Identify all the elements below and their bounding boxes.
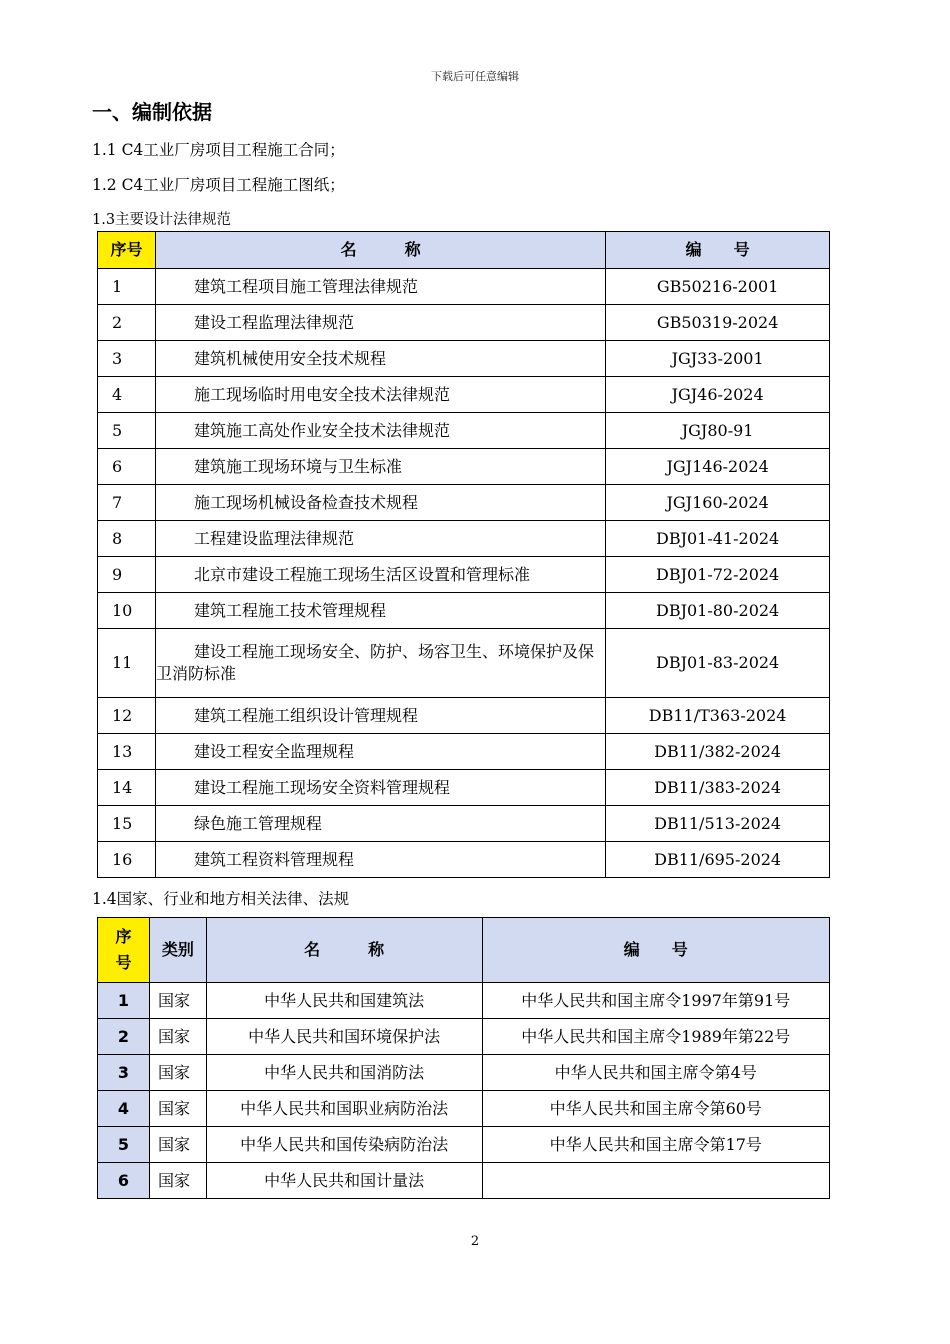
row-index: 9 xyxy=(98,557,156,593)
row-code: DB11/513-2024 xyxy=(606,806,830,842)
table-header-row xyxy=(98,918,830,983)
laws-regulations-table xyxy=(97,917,830,1199)
row-category: 国家 xyxy=(149,983,206,1019)
row-code: JGJ80-91 xyxy=(606,413,830,449)
row-name: 建筑工程项目施工管理法律规范 xyxy=(155,269,605,305)
row-index: 12 xyxy=(98,698,156,734)
row-index: 6 xyxy=(98,449,156,485)
header-note: 下载后可任意编辑 xyxy=(431,70,519,83)
table-body xyxy=(98,983,830,1199)
row-name: 建筑施工高处作业安全技术法律规范 xyxy=(155,413,605,449)
row-index: 5 xyxy=(98,1127,150,1163)
row-index: 11 xyxy=(98,629,156,698)
row-index: 16 xyxy=(98,842,156,878)
row-code: DB11/383-2024 xyxy=(606,770,830,806)
row-index: 3 xyxy=(98,1055,150,1091)
row-name: 中华人民共和国环境保护法 xyxy=(206,1019,482,1055)
table-row xyxy=(98,734,830,770)
row-name: 建筑工程施工组织设计管理规程 xyxy=(155,698,605,734)
table-row xyxy=(98,341,830,377)
table-row xyxy=(98,1055,830,1091)
row-code: GB50319-2024 xyxy=(606,305,830,341)
row-index: 15 xyxy=(98,806,156,842)
design-standards-table xyxy=(97,231,830,878)
row-code: DB11/T363-2024 xyxy=(606,698,830,734)
row-name: 建设工程监理法律规范 xyxy=(155,305,605,341)
row-index: 3 xyxy=(98,341,156,377)
row-code: 中华人民共和国主席令第17号 xyxy=(482,1127,830,1163)
table-header-row xyxy=(98,232,830,269)
table-row xyxy=(98,305,830,341)
table-row xyxy=(98,557,830,593)
row-code: 中华人民共和国主席令1997年第91号 xyxy=(482,983,830,1019)
table-row xyxy=(98,983,830,1019)
table-row xyxy=(98,806,830,842)
row-index: 4 xyxy=(98,1091,150,1127)
row-name: 中华人民共和国消防法 xyxy=(206,1055,482,1091)
table-row xyxy=(98,1163,830,1199)
row-name: 中华人民共和国职业病防治法 xyxy=(206,1091,482,1127)
row-category: 国家 xyxy=(149,1019,206,1055)
row-code: 中华人民共和国主席令第60号 xyxy=(482,1091,830,1127)
table-row xyxy=(98,593,830,629)
row-name: 中华人民共和国建筑法 xyxy=(206,983,482,1019)
line-1-4: 1.4国家、行业和地方相关法律、法规 xyxy=(92,890,350,908)
row-name: 中华人民共和国传染病防治法 xyxy=(206,1127,482,1163)
row-name: 建筑工程施工技术管理规程 xyxy=(155,593,605,629)
table-row xyxy=(98,413,830,449)
row-name: 中华人民共和国计量法 xyxy=(206,1163,482,1199)
row-index: 10 xyxy=(98,593,156,629)
row-index: 8 xyxy=(98,521,156,557)
table-row xyxy=(98,629,830,698)
row-code: DB11/695-2024 xyxy=(606,842,830,878)
row-code: GB50216-2001 xyxy=(606,269,830,305)
section-title: 一、编制依据 xyxy=(92,100,212,124)
table-row xyxy=(98,449,830,485)
line-1-3: 1.3主要设计法律规范 xyxy=(92,212,232,228)
page-number: 2 xyxy=(470,1234,480,1249)
row-index: 13 xyxy=(98,734,156,770)
line-1-2: 1.2 C4工业厂房项目工程施工图纸； xyxy=(92,176,345,194)
row-code xyxy=(482,1163,830,1199)
row-name: 建设工程施工现场安全、防护、场容卫生、环境保护及保卫消防标准 xyxy=(155,629,605,698)
table-body xyxy=(98,269,830,878)
table-row xyxy=(98,269,830,305)
row-index: 2 xyxy=(98,1019,150,1055)
table-row xyxy=(98,842,830,878)
row-index: 7 xyxy=(98,485,156,521)
row-name: 工程建设监理法律规范 xyxy=(155,521,605,557)
row-code: 中华人民共和国主席令第4号 xyxy=(482,1055,830,1091)
header-category: 类别 xyxy=(149,918,206,983)
row-name: 北京市建设工程施工现场生活区设置和管理标准 xyxy=(155,557,605,593)
table-row xyxy=(98,377,830,413)
table-row xyxy=(98,698,830,734)
header-index-text: 序号 xyxy=(115,927,132,972)
row-category: 国家 xyxy=(149,1055,206,1091)
row-code: DB11/382-2024 xyxy=(606,734,830,770)
row-name: 建设工程安全监理规程 xyxy=(155,734,605,770)
row-code: 中华人民共和国主席令1989年第22号 xyxy=(482,1019,830,1055)
row-code: JGJ146-2024 xyxy=(606,449,830,485)
row-index: 1 xyxy=(98,269,156,305)
row-name: 建设工程施工现场安全资料管理规程 xyxy=(155,770,605,806)
header-code: 编 号 xyxy=(482,918,830,983)
row-category: 国家 xyxy=(149,1127,206,1163)
table-row xyxy=(98,1091,830,1127)
row-code: JGJ160-2024 xyxy=(606,485,830,521)
header-index: 序号 xyxy=(98,232,156,269)
row-category: 国家 xyxy=(149,1091,206,1127)
row-code: DBJ01-72-2024 xyxy=(606,557,830,593)
row-name: 建筑工程资料管理规程 xyxy=(155,842,605,878)
header-index xyxy=(98,918,150,983)
header-name: 名 称 xyxy=(155,232,605,269)
row-name: 绿色施工管理规程 xyxy=(155,806,605,842)
row-name: 施工现场临时用电安全技术法律规范 xyxy=(155,377,605,413)
row-code: JGJ46-2024 xyxy=(606,377,830,413)
row-index: 14 xyxy=(98,770,156,806)
row-index: 5 xyxy=(98,413,156,449)
table-row xyxy=(98,521,830,557)
line-1-1: 1.1 C4工业厂房项目工程施工合同； xyxy=(92,141,345,159)
row-index: 4 xyxy=(98,377,156,413)
header-code: 编 号 xyxy=(606,232,830,269)
table-row xyxy=(98,770,830,806)
row-index: 2 xyxy=(98,305,156,341)
row-name: 建筑施工现场环境与卫生标准 xyxy=(155,449,605,485)
table-row xyxy=(98,1019,830,1055)
row-code: DBJ01-41-2024 xyxy=(606,521,830,557)
row-code: DBJ01-83-2024 xyxy=(606,629,830,698)
row-category: 国家 xyxy=(149,1163,206,1199)
row-name: 施工现场机械设备检查技术规程 xyxy=(155,485,605,521)
row-index: 1 xyxy=(98,983,150,1019)
row-code: DBJ01-80-2024 xyxy=(606,593,830,629)
row-name: 建筑机械使用安全技术规程 xyxy=(155,341,605,377)
table-row xyxy=(98,1127,830,1163)
row-code: JGJ33-2001 xyxy=(606,341,830,377)
table-row xyxy=(98,485,830,521)
header-name: 名 称 xyxy=(206,918,482,983)
row-index: 6 xyxy=(98,1163,150,1199)
